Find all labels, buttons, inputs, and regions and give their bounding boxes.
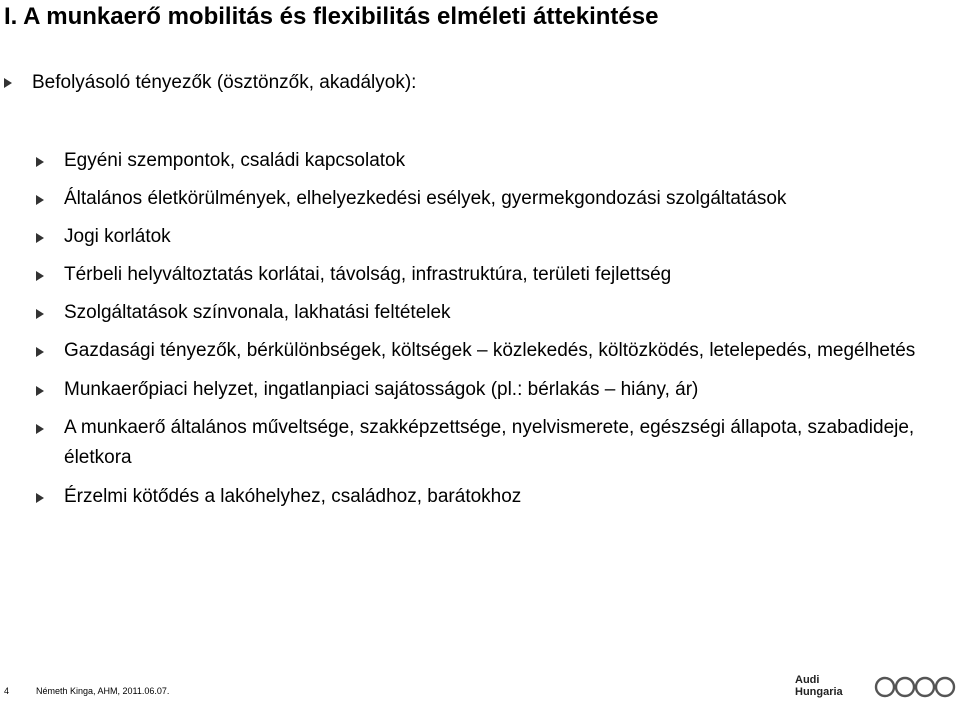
bullet-arrow-icon (4, 78, 12, 88)
bullet-arrow-icon (36, 309, 44, 319)
bullet-arrow-icon (36, 493, 44, 503)
list-item (36, 482, 936, 512)
list-item (36, 298, 936, 328)
list-item (36, 375, 936, 405)
bullet-arrow-icon (36, 271, 44, 281)
list-item-text: Szolgáltatások színvonala, lakhatási feltételek (64, 302, 451, 323)
list-item (36, 184, 936, 214)
list-item-text: Térbeli helyváltoztatás korlátai, távolság, infrastruktúra, területi fejlettség (64, 264, 672, 285)
bullet-arrow-icon (36, 424, 44, 434)
list-item (36, 336, 936, 366)
factor-list (36, 146, 936, 520)
brand-line-1: Audi (795, 674, 820, 686)
list-item (36, 413, 936, 473)
bullet-arrow-icon (36, 386, 44, 396)
list-item-text: Egyéni szempontok, családi kapcsolatok (64, 150, 406, 171)
slide-footer (0, 668, 959, 702)
list-item-text: Érzelmi kötődés a lakóhelyhez, családhoz, barátokhoz (64, 486, 522, 507)
bullet-arrow-icon (36, 195, 44, 205)
page-number: 4 (4, 686, 10, 696)
list-item-text: Munkaerőpiaci helyzet, ingatlanpiaci sajátosságok (pl.: bérlakás – hiány, ár) (64, 379, 699, 400)
intro-text: Befolyásoló tényezők (ösztönzők, akadályok): (32, 72, 417, 93)
brand-line-2: Hungaria (795, 686, 843, 698)
list-item-text: Gazdasági tényezők, bérkülönbségek, költségek – közlekedés, költözködés, letelepedés, megélhetés (64, 340, 916, 361)
list-item-text: Általános életkörülmények, elhelyezkedési esélyek, gyermekgondozási szolgáltatások (64, 188, 787, 209)
footer-author: Németh Kinga, AHM, 2011.06.07. (36, 686, 170, 696)
audi-rings-icon (874, 676, 956, 698)
slide-title: I. A munkaerő mobilitás és flexibilitás elméleti áttekintése (4, 3, 659, 30)
list-item (36, 146, 936, 176)
bullet-arrow-icon (36, 347, 44, 357)
intro-line (4, 70, 416, 96)
list-item-text: A munkaerő általános műveltsége, szakképzettsége, nyelvismerete, egészségi állapota, szabadideje, életkora (64, 417, 915, 468)
list-item-text: Jogi korlátok (64, 226, 171, 247)
list-item (36, 222, 936, 252)
bullet-arrow-icon (36, 233, 44, 243)
list-item (36, 260, 936, 290)
bullet-arrow-icon (36, 157, 44, 167)
brand-name (795, 674, 843, 698)
